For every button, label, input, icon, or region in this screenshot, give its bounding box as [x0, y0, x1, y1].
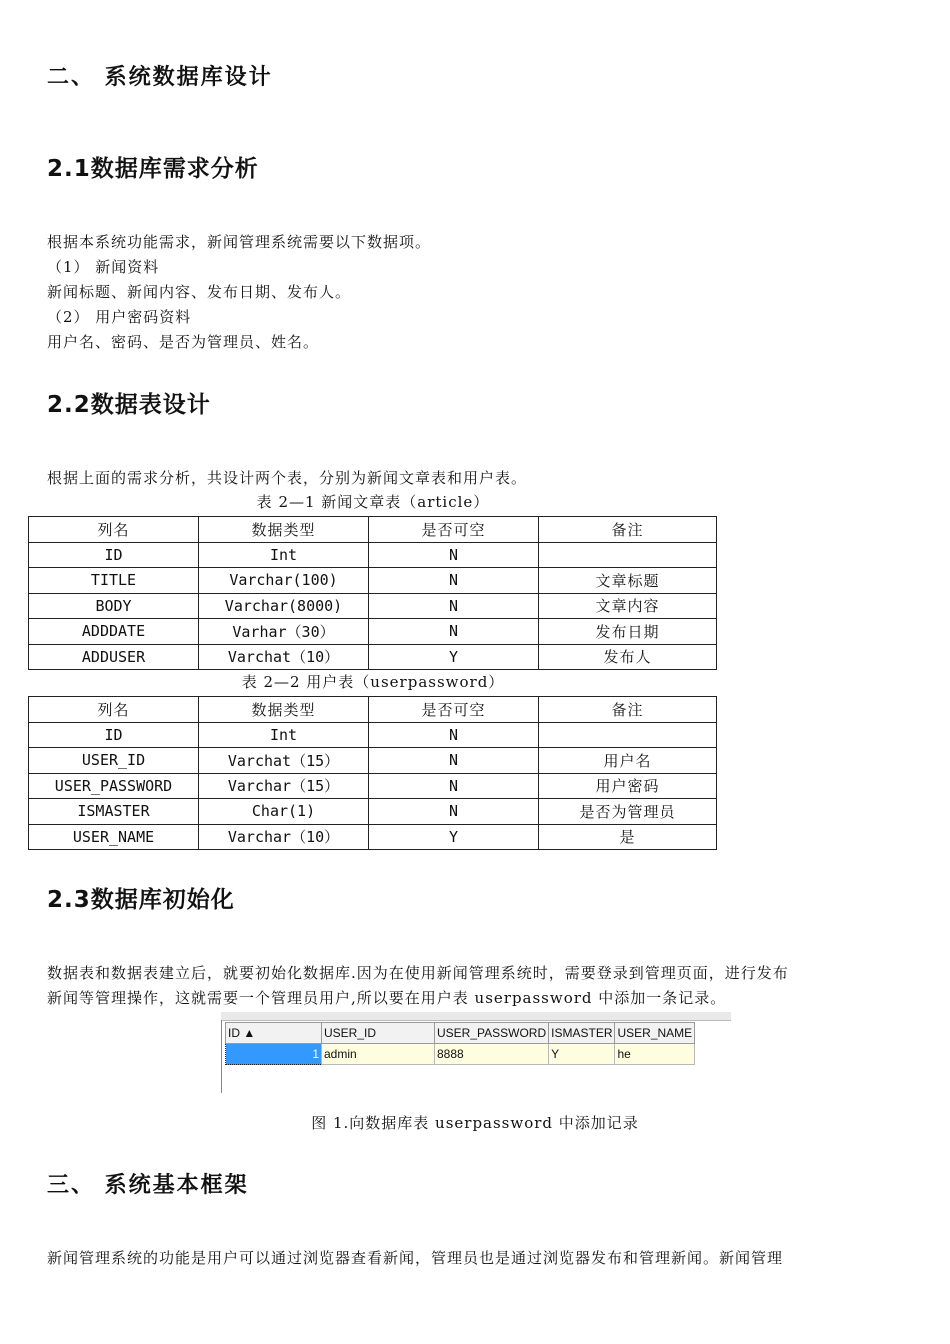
- table-cell: TITLE: [29, 568, 199, 594]
- table-cell: Varhar（30）: [199, 619, 369, 645]
- table-cell: N: [369, 619, 539, 645]
- s21-line: 根据本系统功能需求，新闻管理系统需要以下数据项。: [47, 233, 432, 251]
- table-cell: Varchar（10）: [199, 824, 369, 850]
- table-cell: USER_ID: [29, 748, 199, 774]
- table-cell: Int: [199, 722, 369, 748]
- db-grid-screenshot: [221, 1012, 731, 1093]
- table-cell: 是否为管理员: [539, 799, 717, 825]
- table-row: [29, 619, 717, 645]
- table-cell: USER_NAME: [29, 824, 199, 850]
- table-cell: 文章标题: [539, 568, 717, 594]
- s21-line: 用户名、密码、是否为管理员、姓名。: [47, 333, 320, 351]
- column-header-user-name[interactable]: USER_NAME: [615, 1023, 695, 1044]
- table-cell: N: [369, 542, 539, 568]
- table-cell: Varchat（15）: [199, 748, 369, 774]
- s21-line: 新闻标题、新闻内容、发布日期、发布人。: [47, 283, 352, 301]
- header-cell: 备注: [539, 697, 717, 723]
- table-cell: Y: [369, 824, 539, 850]
- section-2-2-heading: 2.2数据表设计: [47, 392, 211, 418]
- table-cell: N: [369, 593, 539, 619]
- table-row: [29, 542, 717, 568]
- table-header-row: [29, 697, 717, 723]
- table-cell: 文章内容: [539, 593, 717, 619]
- toolbar-strip: [221, 1012, 731, 1021]
- table-cell: Varchat（10）: [199, 644, 369, 670]
- table-cell: N: [369, 799, 539, 825]
- header-cell: 列名: [29, 517, 199, 543]
- header-cell: 是否可空: [369, 517, 539, 543]
- grid-cell-id[interactable]: 1: [226, 1044, 322, 1065]
- table-cell: Varchar（15）: [199, 773, 369, 799]
- grid-cell[interactable]: he: [615, 1044, 695, 1065]
- table-cell: USER_PASSWORD: [29, 773, 199, 799]
- s23-line: 数据表和数据表建立后，就要初始化数据库.因为在使用新闻管理系统时，需要登录到管理页面，进行发布: [47, 964, 789, 982]
- table-cell: 用户名: [539, 748, 717, 774]
- table-row: [29, 722, 717, 748]
- table-row[interactable]: [226, 1044, 695, 1065]
- table-cell: Char(1): [199, 799, 369, 825]
- table-cell: N: [369, 773, 539, 799]
- grid-cell[interactable]: 8888: [435, 1044, 549, 1065]
- table-cell: ISMASTER: [29, 799, 199, 825]
- header-cell: 数据类型: [199, 697, 369, 723]
- section-2-1-heading: 2.1数据库需求分析: [47, 156, 259, 182]
- s21-line: （2） 用户密码资料: [47, 308, 192, 326]
- column-header-ismaster[interactable]: ISMASTER: [549, 1023, 615, 1044]
- table-cell: 发布日期: [539, 619, 717, 645]
- section-3-heading: 三、 系统基本框架: [47, 1173, 249, 1198]
- s3-line: 新闻管理系统的功能是用户可以通过浏览器查看新闻，管理员也是通过浏览器发布和管理新闻。新闻管理: [47, 1249, 784, 1267]
- table-row: [29, 773, 717, 799]
- table-cell: ID: [29, 542, 199, 568]
- table-cell: ADDDATE: [29, 619, 199, 645]
- s22-intro: 根据上面的需求分析，共设计两个表，分别为新闻文章表和用户表。: [47, 469, 528, 487]
- article-table: [28, 516, 717, 670]
- userpassword-table: [28, 696, 717, 850]
- table-cell: N: [369, 568, 539, 594]
- table-row: [29, 568, 717, 594]
- table-row: [29, 824, 717, 850]
- table-cell: 用户密码: [539, 773, 717, 799]
- grid-edge: [221, 1020, 222, 1093]
- table-row: [29, 593, 717, 619]
- column-header-id[interactable]: ID ▲: [226, 1023, 322, 1044]
- table2-caption: 表 2—2 用户表（userpassword）: [241, 673, 505, 691]
- table-cell: N: [369, 722, 539, 748]
- table-cell: Varchar(100): [199, 568, 369, 594]
- grid-cell[interactable]: Y: [549, 1044, 615, 1065]
- table-cell: 发布人: [539, 644, 717, 670]
- grid-header-row: [226, 1023, 695, 1044]
- header-cell: 数据类型: [199, 517, 369, 543]
- table-cell: ADDUSER: [29, 644, 199, 670]
- column-header-user-password[interactable]: USER_PASSWORD: [435, 1023, 549, 1044]
- table1-caption: 表 2—1 新闻文章表（article）: [256, 493, 490, 511]
- section-2-3-heading: 2.3数据库初始化: [47, 887, 235, 913]
- table-cell: 是: [539, 824, 717, 850]
- table-cell: BODY: [29, 593, 199, 619]
- figure-caption: 图 1.向数据库表 userpassword 中添加记录: [311, 1114, 639, 1132]
- header-cell: 备注: [539, 517, 717, 543]
- header-cell: 是否可空: [369, 697, 539, 723]
- table-row: [29, 799, 717, 825]
- table-cell: [539, 722, 717, 748]
- s23-line: 新闻等管理操作，这就需要一个管理员用户,所以要在用户表 userpassword 中添加一条记录。: [47, 989, 727, 1007]
- table-cell: N: [369, 748, 539, 774]
- table-row: [29, 644, 717, 670]
- s21-line: （1） 新闻资料: [47, 258, 160, 276]
- grid-cell[interactable]: admin: [322, 1044, 435, 1065]
- table-cell: Y: [369, 644, 539, 670]
- table-cell: [539, 542, 717, 568]
- db-grid: [225, 1022, 695, 1065]
- table-cell: Int: [199, 542, 369, 568]
- header-cell: 列名: [29, 697, 199, 723]
- table-cell: Varchar(8000): [199, 593, 369, 619]
- section-2-heading: 二、 系统数据库设计: [47, 65, 273, 90]
- column-header-user-id[interactable]: USER_ID: [322, 1023, 435, 1044]
- table-header-row: [29, 517, 717, 543]
- table-cell: ID: [29, 722, 199, 748]
- table-row: [29, 748, 717, 774]
